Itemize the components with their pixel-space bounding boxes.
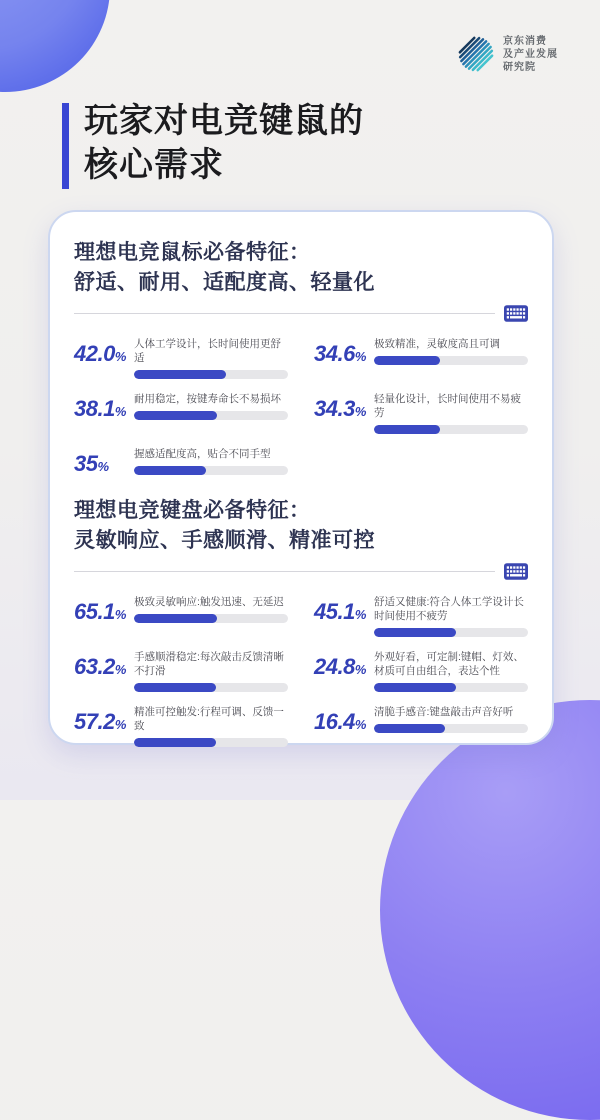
- stat-bar-track: [134, 738, 288, 747]
- stat-bar-track: [374, 683, 528, 692]
- stat-percent: 35%: [74, 451, 109, 476]
- stat-item: [314, 595, 528, 637]
- stat-item: [74, 705, 288, 747]
- jd-research-logo: [458, 34, 558, 74]
- stat-item: [314, 392, 528, 434]
- stat-bar-fill: [134, 411, 217, 420]
- stats-card: [48, 210, 554, 745]
- logo-text-line3: 研究院: [503, 61, 536, 73]
- stat-label: 耐用稳定，按键寿命长不易损坏: [134, 393, 281, 405]
- stat-label: 精准可控触发:行程可调、反馈一致: [134, 706, 284, 732]
- stat-item: [314, 705, 528, 747]
- logo-text: [503, 35, 558, 74]
- stat-percent: 63.2%: [74, 654, 126, 679]
- stat-percent: 38.1%: [74, 396, 126, 421]
- stat-bar-track: [134, 614, 288, 623]
- section-mouse-heading-line1: 理想电竞鼠标必备特征：: [74, 241, 311, 264]
- stat-bar-fill: [134, 614, 217, 623]
- stat-label: 手感顺滑稳定:每次敲击反馈清晰不打滑: [134, 651, 284, 677]
- stat-bar-track: [374, 425, 528, 434]
- stat-item: [74, 447, 288, 477]
- stat-label: 握感适配度高，贴合不同手型: [134, 448, 271, 460]
- mouse-stats-grid: [74, 337, 528, 477]
- logo-text-line1: 京东消费: [503, 35, 547, 47]
- section-mouse: [74, 238, 528, 477]
- stat-label: 外观好看，可定制:键帽、灯效、材质可自由组合，表达个性: [374, 651, 524, 677]
- section-keyboard-heading-line1: 理想电竞键盘必备特征：: [74, 499, 311, 522]
- keyboard-icon: [504, 305, 528, 322]
- stat-percent: 16.4%: [314, 709, 366, 734]
- keyboard-stats-grid: [74, 595, 528, 747]
- stat-bar-fill: [134, 738, 216, 747]
- stat-bar-track: [134, 683, 288, 692]
- section-mouse-heading: [74, 238, 528, 298]
- page-title-line2: 核心需求: [84, 146, 224, 184]
- stat-percent: 65.1%: [74, 599, 126, 624]
- stat-item: [74, 650, 288, 692]
- stat-bar-fill: [374, 724, 445, 733]
- stat-label: 舒适又健康:符合人体工学设计长时间使用不疲劳: [374, 596, 524, 622]
- stat-percent: 34.6%: [314, 341, 366, 366]
- keyboard-icon: [504, 563, 528, 580]
- stat-bar-track: [134, 411, 288, 420]
- stat-bar-fill: [374, 683, 456, 692]
- stat-label: 人体工学设计，长时间使用更舒适: [134, 338, 281, 364]
- divider-rule: [74, 571, 495, 572]
- divider-rule: [74, 313, 495, 314]
- decor-blob-top-left: [0, 0, 110, 92]
- stat-item: [314, 650, 528, 692]
- stat-percent: 42.0%: [74, 341, 126, 366]
- stat-bar-track: [134, 466, 288, 475]
- section-keyboard-heading-line2: 灵敏响应、手感顺滑、精准可控: [74, 529, 375, 552]
- decor-blob-bottom-right: [380, 700, 600, 1120]
- stat-bar-fill: [374, 356, 440, 365]
- page-title: [84, 99, 364, 189]
- stat-bar-track: [374, 724, 528, 733]
- stat-item: [74, 595, 288, 637]
- stat-label: 极致灵敏响应:触发迅速、无延迟: [134, 596, 284, 608]
- section-mouse-divider: [74, 305, 528, 322]
- stat-item: [74, 392, 288, 434]
- stat-percent: 34.3%: [314, 396, 366, 421]
- title-accent-bar: [62, 103, 69, 189]
- stat-bar-fill: [374, 425, 440, 434]
- stat-percent: 57.2%: [74, 709, 126, 734]
- stat-bar-track: [374, 628, 528, 637]
- page-title-block: [62, 99, 364, 189]
- stat-bar-fill: [374, 628, 456, 637]
- stat-bar-fill: [134, 466, 206, 475]
- section-keyboard: [74, 496, 528, 747]
- stat-bar-fill: [134, 370, 226, 379]
- stat-bar-fill: [134, 683, 216, 692]
- stat-label: 清脆手感音:键盘敲击声音好听: [374, 706, 514, 718]
- logo-text-line2: 及产业发展: [503, 48, 558, 60]
- stat-item: [74, 337, 288, 379]
- stat-percent: 45.1%: [314, 599, 366, 624]
- page-title-line1: 玩家对电竞键鼠的: [84, 102, 364, 140]
- stat-item: [314, 337, 528, 379]
- stat-label: 极致精准，灵敏度高且可调: [374, 338, 500, 350]
- stat-percent: 24.8%: [314, 654, 366, 679]
- section-mouse-heading-line2: 舒适、耐用、适配度高、轻量化: [74, 271, 375, 294]
- section-keyboard-heading: [74, 496, 528, 556]
- stat-label: 轻量化设计，长时间使用不易疲劳: [374, 393, 521, 419]
- jd-logo-stripes-icon: [458, 34, 494, 74]
- stat-bar-track: [374, 356, 528, 365]
- stat-bar-track: [134, 370, 288, 379]
- section-keyboard-divider: [74, 563, 528, 580]
